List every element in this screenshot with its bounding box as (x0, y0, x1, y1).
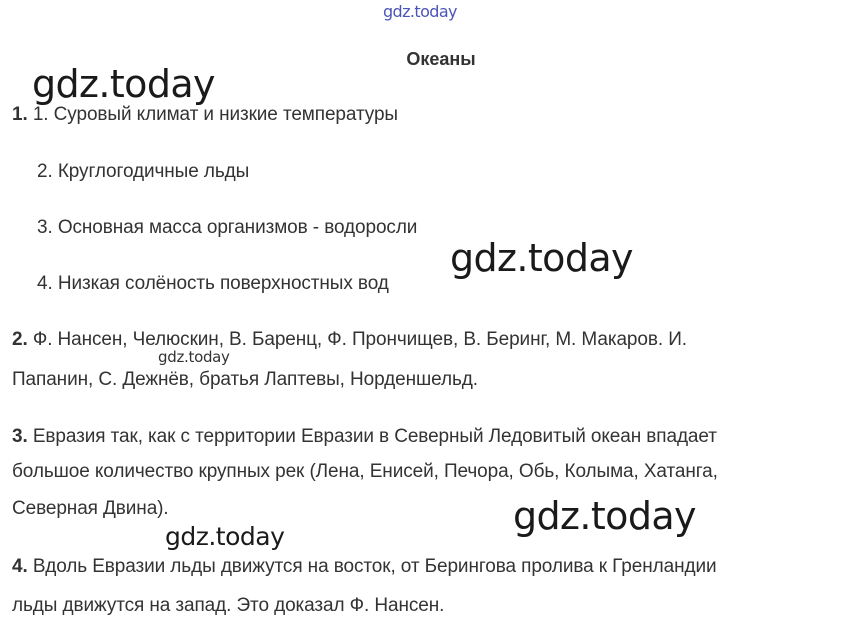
answer-3-line-1 (12, 426, 717, 448)
answer-2-text-1: Ф. Нансен, Челюскин, В. Баренц, Ф. Прончищев, В. Беринг, М. Макаров. И. (32, 329, 687, 350)
answer-1-number: 1. (12, 104, 28, 125)
answer-2-number: 2. (12, 329, 28, 350)
answer-1-item-4: 4. Низкая солёность поверхностных вод (37, 273, 389, 294)
answer-3-text-3: Северная Двина). (12, 498, 169, 519)
answer-4-line-1 (12, 556, 716, 578)
watermark-large-3: gdz.today (513, 494, 696, 538)
answer-1-item-3: 3. Основная масса организмов - водоросли (37, 217, 418, 238)
watermark-large-1: gdz.today (32, 62, 215, 106)
answer-2-line-1 (12, 329, 687, 351)
watermark-small: gdz.today (158, 348, 230, 366)
answer-2-text-2: Папанин, С. Дежнёв, братья Лаптевы, Норденшельд. (12, 369, 478, 390)
answer-3-number: 3. (12, 426, 28, 447)
answer-4-text-2: льды движутся на запад. Это доказал Ф. Нансен. (12, 595, 445, 616)
answer-4-text-1: Вдоль Евразии льды движутся на восток, от Берингова пролива к Гренландии (32, 556, 717, 577)
page-title: Океаны (406, 49, 476, 69)
answer-1-item-2: 2. Круглогодичные льды (37, 161, 250, 182)
answer-1-line-1 (12, 104, 398, 126)
answer-4-number: 4. (12, 556, 28, 577)
watermark-top: gdz.today (383, 2, 457, 21)
answer-1-item-1: 1. Суровый климат и низкие температуры (32, 104, 398, 125)
watermark-medium: gdz.today (165, 522, 285, 551)
answer-3-text-2: большое количество крупных рек (Лена, Енисей, Печора, Обь, Колыма, Хатанга, (12, 461, 718, 482)
answer-3-text-1: Евразия так, как с территории Евразии в Северный Ледовитый океан впадает (32, 426, 717, 447)
watermark-large-2: gdz.today (450, 236, 633, 280)
